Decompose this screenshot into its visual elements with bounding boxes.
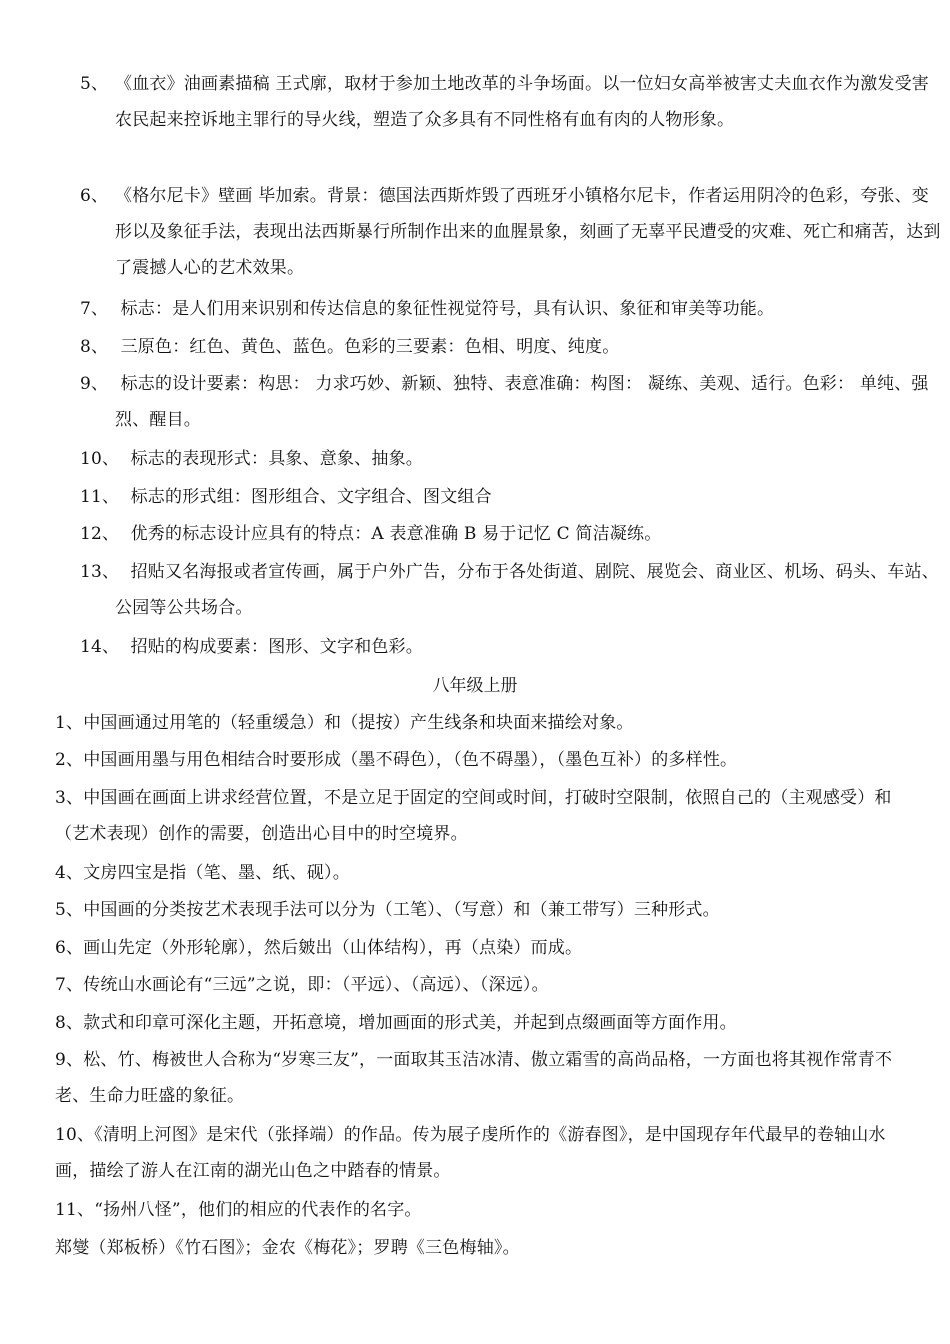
list-item: 7、传统山水画论有“三远”之说，即：（平远）、（高远）、（深远）。 [55,975,549,995]
item-text: 《血衣》油画素描稿 王式廓，取材于参加土地改革的斗争场面。以一位妇女高举被害丈夫血衣作为激发受害农民起来控诉地主罪行的导火线，塑造了众多具有不同性格有血有肉的人物形象。 [115,74,930,130]
list-item: 4、文房四宝是指（笔、墨、纸、砚）。 [55,863,350,883]
list-item: 1、中国画通过用笔的（轻重缓急）和（提按）产生线条和块面来描绘对象。 [55,713,634,733]
list-item: 11、“扬州八怪”，他们的相应的代表作的名字。 [55,1200,422,1220]
item-text: 标志的表现形式：具象、意象、抽象。 [125,449,424,469]
list-item [80,479,945,515]
list-item: 8、款式和印章可深化主题，开拓意境，增加画面的形式美，并起到点缀画面等方面作用。 [55,1013,737,1033]
item-number: 13、 [80,562,120,582]
list-item [80,516,945,552]
list-item [80,629,945,665]
item-number: 8、 [80,337,109,357]
item-number: 7、 [80,299,109,319]
item-number: 9、 [80,374,109,394]
list-item [80,329,945,365]
item-text: 优秀的标志设计应具有的特点：A 表意准确 B 易于记忆 C 简洁凝练。 [125,524,662,544]
list-item: 2、中国画用墨与用色相结合时要形成（墨不碍色），（色不碍墨），（墨色互补）的多样性。 [55,750,738,770]
list-item [80,554,945,626]
item-number: 14、 [80,637,120,657]
item-text: 标志的设计要素：构思： 力求巧妙、新颖、独特、表意准确：构图： 凝练、美观、适行。色彩： 单纯、强烈、醒目。 [115,374,929,430]
list-item [80,178,945,286]
list-item: 9、松、竹、梅被世人合称为“岁寒三友”，一面取其玉洁冰清、傲立霜雪的高尚品格，一方面也将其视作常青不老、生命力旺盛的象征。 [55,1050,893,1106]
item-text: 《格尔尼卡》壁画 毕加索。背景：德国法西斯炸毁了西班牙小镇格尔尼卡，作者运用阴冷的色彩，夸张、变形以及象征手法，表现出法西斯暴行所制作出来的血腥景象，刻画了无辜平民遭受的灾难、死亡和痛苦，达到了震撼人心的艺术效果。 [115,186,941,278]
item-text: 招贴的构成要素：图形、文字和色彩。 [125,637,424,657]
item-number: 10、 [80,449,120,469]
item-number: 5、 [80,74,109,94]
list-item [80,291,945,327]
list-item [80,66,945,138]
list-item [80,441,945,477]
list-item: 3、中国画在画面上讲求经营位置，不是立足于固定的空间或时间，打破时空限制，依照自己的（主观感受）和（艺术表现）创作的需要，创造出心目中的时空境界。 [55,788,892,844]
item-text: 标志：是人们用来识别和传达信息的象征性视觉符号，具有认识、象征和审美等功能。 [115,299,775,319]
section-title: 八年级上册 [432,676,518,696]
item-text: 招贴又名海报或者宣传画，属于户外广告，分布于各处街道、剧院、展览会、商业区、机场、码头、车站、公园等公共场合。 [115,562,940,618]
item-text: 三原色：红色、黄色、蓝色。色彩的三要素：色相、明度、纯度。 [115,337,620,357]
list-item [80,366,945,438]
list-item: 10、《清明上河图》是宋代（张择端）的作品。传为展子虔所作的《游春图》，是中国现存年代最早的卷轴山水画，描绘了游人在江南的湖光山色之中踏春的情景。 [55,1125,886,1181]
item-number: 12、 [80,524,120,544]
list-item: 郑燮（郑板桥）《竹石图》；金农《梅花》；罗聘《三色梅轴》。 [55,1238,520,1258]
list-item: 5、中国画的分类按艺术表现手法可以分为（工笔）、（写意）和（兼工带写）三种形式。 [55,900,720,920]
item-number: 6、 [80,186,109,206]
item-number: 11、 [80,487,120,507]
item-text: 标志的形式组：图形组合、文字组合、图文组合 [125,487,492,507]
list-item: 6、画山先定（外形轮廓），然后皴出（山体结构），再（点染）而成。 [55,938,583,958]
